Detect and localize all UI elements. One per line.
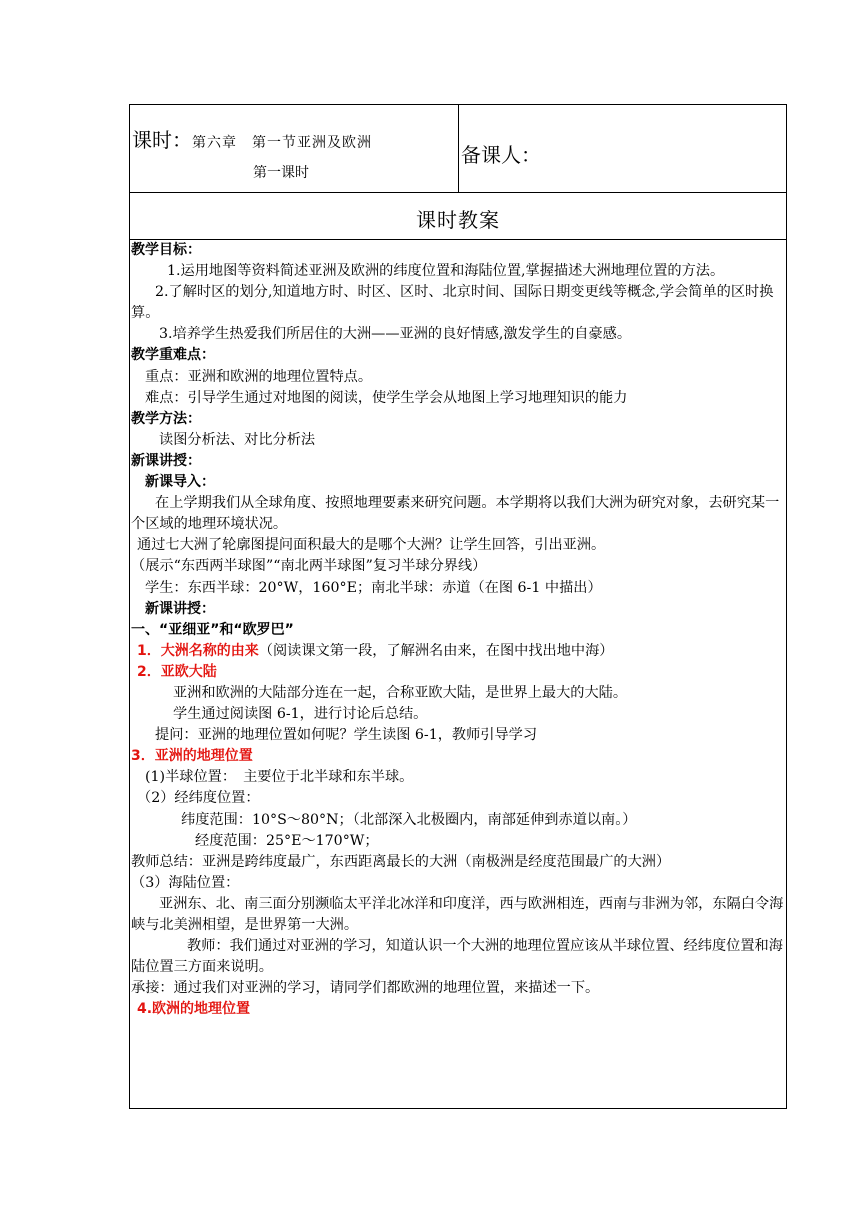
content-line-lecture-heading — [131, 599, 785, 620]
content-line-sub-4 — [131, 999, 785, 1020]
header-divider — [458, 104, 459, 193]
content-line-sub-3-g — [131, 894, 785, 936]
content-text: 经度范围：25°E～170°W； — [195, 832, 379, 849]
content-text: 教师：我们通过对亚洲的学习，知道认识一个大洲的地理位置应该从半球位置、经纬度位置和海陆位置三方面来说明。 — [131, 938, 783, 976]
content-text: 在上学期我们从全球角度、按照地理要素来研究问题。本学期将以我们大洲为研究对象，去研究某一个区域的地理环境状况。 — [131, 495, 780, 533]
content-text: 1．大洲名称的由来 — [137, 642, 259, 659]
content-line-intro-1 — [131, 493, 785, 535]
content-text: 3.培养学生热爱我们所居住的大洲——亚洲的良好情感,激发学生的自豪感。 — [159, 326, 632, 343]
content-line-sub-2 — [131, 662, 785, 683]
content-line-intro-4 — [131, 578, 785, 599]
content-text: 读图分析法、对比分析法 — [159, 431, 316, 448]
content-line-sub-3-a — [131, 767, 785, 788]
content-text: 承接：通过我们对亚洲的学习，请同学们都欧洲的地理位置，来描述一下。 — [131, 980, 600, 997]
content-text: （阅读课文第一段，了解洲名由来，在图中找出地中海） — [258, 642, 614, 659]
content-text: 教学重难点： — [131, 347, 215, 364]
chapter-title: 第六章 第一节亚洲及欧洲 — [192, 135, 372, 151]
content-line-sub-2-c — [131, 725, 785, 746]
content-text: 2.了解时区的划分,知道地方时、时区、区时、北京时间、国际日期变更线等概念,学会简单的区时换算。 — [131, 284, 774, 322]
content-line-sub-3-d — [131, 831, 785, 852]
content-text: 提问：亚洲的地理位置如何呢？学生读图 6-1，教师引导学习 — [155, 727, 538, 744]
content-text: 难点：引导学生通过对地图的阅读，使学生学会从地图上学习地理知识的能力 — [145, 389, 628, 406]
header-bottom-rule — [129, 192, 787, 193]
content-line-key-1 — [131, 367, 785, 388]
content-text: 通过七大洲了轮廓图提问面积最大的是哪个大洲？让学生回答，引出亚洲。 — [137, 537, 606, 554]
content-text: 1.运用地图等资料简述亚洲及欧洲的纬度位置和海陆位置,掌握描述大洲地理位置的方法。 — [167, 263, 725, 280]
content-text: 新课讲授： — [145, 600, 215, 617]
content-line-goal-1 — [131, 261, 785, 282]
content-text: （展示“东西两半球图”“南北两半球图”复习半球分界线） — [131, 558, 487, 575]
content-text: 学生：东西半球：20°W，160°E；南北半球：赤道（在图 6-1 中描出） — [145, 579, 602, 596]
content-text: 教师总结：亚洲是跨纬度最广，东西距离最长的大洲（南极洲是经度范围最广的大洲） — [131, 853, 671, 870]
content-line-sub-3-h — [131, 936, 785, 978]
content-line-intro-heading — [131, 472, 785, 493]
content-text: 亚洲东、北、南三面分别濒临太平洋北冰洋和印度洋，西与欧洲相连，西南与非洲为邻，东隔白令海峡与北美洲相望，是世界第一大洲。 — [131, 895, 784, 933]
content-text: (1)半球位置： 主要位于北半球和东半球。 — [145, 769, 414, 786]
lesson-info — [132, 124, 372, 153]
content-line-goal-heading — [131, 240, 785, 261]
content-line-sub-2-b — [131, 704, 785, 725]
content-text: 重点：亚洲和欧洲的地理位置特点。 — [145, 368, 373, 385]
content-line-goal-3 — [131, 324, 785, 345]
content-line-intro-3 — [131, 556, 785, 577]
page-title: 课时教案 — [416, 208, 500, 232]
content-text: 新课导入： — [145, 474, 215, 491]
content-line-sec-1 — [131, 620, 785, 641]
content-line-sub-3 — [131, 746, 785, 767]
content-text: 教学目标： — [131, 242, 201, 258]
content-line-sub-3-e — [131, 852, 785, 873]
content-line-key-2 — [131, 388, 785, 409]
content-line-new-heading — [131, 451, 785, 472]
content-text: 2．亚欧大陆 — [137, 663, 217, 680]
content-line-sub-3-b — [131, 788, 785, 809]
content-line-sub-3-i — [131, 978, 785, 999]
lesson-label: 课时： — [132, 128, 192, 152]
content-text: 亚洲和欧洲的大陆部分连在一起，合称亚欧大陆，是世界上最大的大陆。 — [173, 684, 628, 701]
content-line-sub-3-c — [131, 810, 785, 831]
content-line-sub-3-f — [131, 873, 785, 894]
content-line-intro-2 — [131, 535, 785, 556]
content-line-method-heading — [131, 409, 785, 430]
lesson-content — [131, 240, 785, 1020]
content-line-method-1 — [131, 430, 785, 451]
content-line-key-heading — [131, 345, 785, 366]
content-text: 3．亚洲的地理位置 — [131, 748, 253, 765]
content-line-sub-1 — [131, 641, 785, 662]
content-text: 学生通过阅读图 6-1，进行讨论后总结。 — [173, 706, 428, 723]
content-text: （2）经纬度位置： — [137, 790, 260, 807]
content-line-sub-2-a — [131, 683, 785, 704]
content-text: 新课讲授： — [131, 452, 201, 469]
content-text: （3）海陆位置： — [131, 874, 240, 891]
content-text: 4.欧洲的地理位置 — [137, 1001, 251, 1018]
content-text: 教学方法： — [131, 410, 201, 427]
session-label: 第一课时 — [253, 165, 309, 181]
content-text: 一、“亚细亚”和“欧罗巴” — [131, 621, 294, 638]
content-text: 纬度范围：10°S～80°N；（北部深入北极圈内，南部延伸到赤道以南。） — [181, 811, 637, 828]
content-line-goal-2 — [131, 282, 785, 324]
preparer-label: 备课人： — [461, 143, 541, 167]
